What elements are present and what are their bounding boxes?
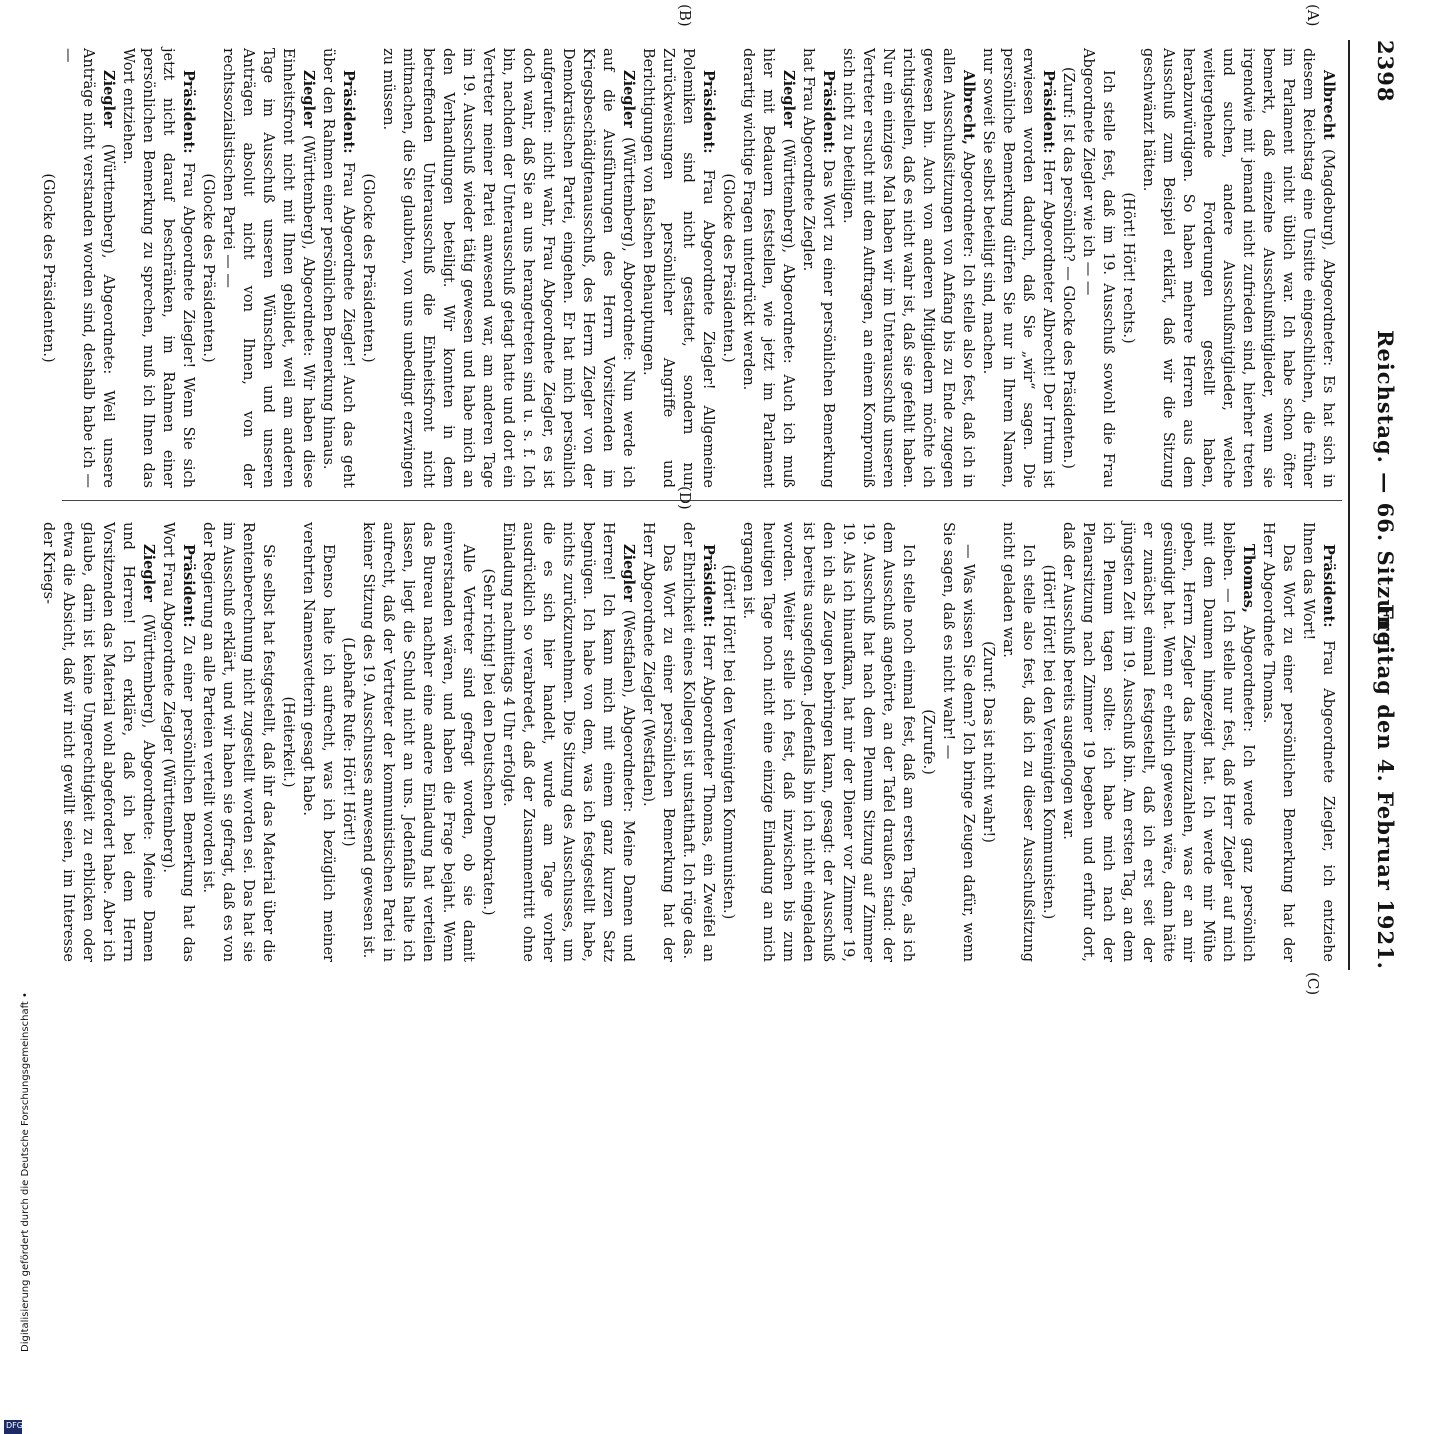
speaker-name: Präsident: — [340, 70, 357, 154]
speech-text: Zu einer persönlichen Bemerkung hat das Wort Frau Abgeordnete Ziegler (Württemberg). — [160, 522, 196, 963]
speech-text: Frau Abgeordnete Ziegler! Auch das geht über den Rahmen einer persönlichen Bemerkung hinaus. — [320, 48, 356, 488]
speech-paragraph — [838, 48, 978, 488]
speaker-name: Ziegler — [100, 70, 117, 128]
speaker-name: Präsident: — [820, 70, 837, 154]
speech-paragraph — [678, 522, 718, 962]
session-date: Freitag den 4. Februar 1921. — [1373, 604, 1398, 970]
speech-paragraph — [798, 48, 838, 488]
interjection: (Heiterkeit.) — [280, 696, 296, 788]
paragraph: Das Wort zu einer persönlichen Bemerkung hat der Herr Abgeordnete Ziegler (Westfalen). — [640, 522, 676, 962]
interjection: (Glocke des Präsidenten.) — [200, 173, 216, 363]
speaker-name: Präsident: — [700, 544, 717, 628]
speech-paragraph — [378, 48, 638, 488]
speaker-name: Ziegler — [620, 544, 637, 602]
speaker-name: Präsident: — [1040, 70, 1057, 154]
speaker-name: Ziegler — [780, 70, 797, 128]
speaker-name: Ziegler — [300, 70, 317, 128]
speech-paragraph — [498, 522, 638, 962]
interjection: (Hört! Hört! bei den Vereinigten Kommunisten.) — [1040, 564, 1056, 920]
paragraph: Sie selbst hat festgestellt, daß ihr das Material über die Rentenberechnung nicht zugestellt worden sei. Das hat sie im Ausschuß erklärt, und wir haben sie gefragt, daß es von der Regierung an alle Parteien verteilt worden ist. — [200, 522, 276, 962]
speech-paragraph — [158, 522, 198, 962]
speech-paragraph — [318, 48, 358, 488]
speech-text: Abgeordneter: Ich stelle also fest, daß ich in allen Ausschußsitzungen von Anfang bis zu Ende zugegen gewesen bin. Auch von anderen Mitgliedern möchte ich richtigstellen, daß es nicht wahr ist, daß sie gefehlt haben. Nur ein einziges Mal haben wir im Unterausschuß unseren Vertreter ersucht mit dem Auftragen, an einem Kompromiß sich nicht zu beteiligen. — [840, 48, 976, 489]
speaker-name: Präsident: — [1320, 544, 1337, 628]
margin-mark-c: (C) — [1304, 972, 1322, 996]
interjection: (Hört! Hört! rechts.) — [1120, 192, 1136, 344]
speech-text: (Württemberg), Abgeordnete: Nun werde ich auf die Ausführungen des Herrn Vorsitzenden im Kriegsbeschädigtenausschuß, des Herrn Ziegler von der Demokratischen Partei, eingehen. Er hat mich persönlich aufgerufen: nicht wahr, Frau Abgeordnete Ziegler, es ist doch wahr, daß Sie an uns herangetreten sind u. s. f. Ich bin, nachdem der Unterausschuß getagt hatte und dort ein Vertreter meiner Partei anwesend war, am anderen Tage im 19. Ausschuß wieder tätig gewesen und habe mich an den Verhandlungen beteiligt. Wir konnten in dem betreffenden Unterausschuß die Einheitsfront nicht mitmachen, die Sie glaubten, von uns unbedingt erzwingen zu müssen. — [380, 48, 636, 488]
speaker-name: Präsident: — [180, 544, 197, 628]
paragraph: Ich stelle also fest, daß ich zu dieser Ausschußsitzung nicht geladen war. — [1000, 522, 1036, 962]
speaker-name: Präsident: — [180, 70, 197, 154]
speech-paragraph — [1138, 48, 1338, 488]
speech-text: Das Wort zu einer persönlichen Bemerkung hat Frau Abgeordnete Ziegler. — [800, 48, 836, 489]
speech-text: (Württemberg), Abgeordnete: Meine Damen und Herren! Ich erkläre, daß ich bei dem Herrn Vorsitzenden das Material wohl abgefordert habe. Aber ich glaube, darin ist keine Ungerechtigkeit zu erblicken oder etwa die Absicht, daß wir nicht gewillt seien, im Interesse der Kriegs- — [40, 522, 156, 962]
speaker-name: Thomas, — [1240, 544, 1257, 613]
paragraph: — Was wissen Sie denn? Ich bringe Zeugen dafür, wenn Sie sagen, daß es nicht wahr! — — [940, 522, 976, 962]
interjection: (Lebhafte Rufe: Hört! Hört!) — [340, 637, 356, 847]
margin-mark-a: (A) — [1304, 4, 1322, 27]
header-rule — [1348, 40, 1350, 970]
paragraph: Ich stelle fest, daß im 19. Ausschuß sowohl die Frau Abgeordnete Ziegler wie ich — — — [1080, 48, 1116, 488]
left-column — [38, 48, 1338, 488]
speaker-name: Ziegler — [620, 70, 637, 128]
speech-text: Herr Abgeordneter Albrecht! Der Irrtum ist erwiesen worden dadurch, daß Sie „wir“ sagen. Die persönliche Bemerkung dürfen Sie nur in Ihrem Namen, nur soweit Sie selbst beteiligt sind, machen. — [980, 48, 1056, 488]
paragraph: Ich stelle noch einmal fest, daß am ersten Tage, als ich dem Ausschuß angehörte, an der Tafel draußen stand: der 19. Ausschuß hat nach dem Plenum Sitzung auf Zimmer 19. Als ich hinaufkam, hat mir der Diener vor Zimmer 19, den ich als Zeugen bebringen kann, gesagt: der Ausschuß ist bereits ausgeflogen. Jedenfalls bin ich nicht eingeladen worden. Weiter stelle ich fest, daß inzwischen bis zum heutigen Tage noch nicht eine einzige Einladung an mich ergangen ist. — [740, 522, 916, 962]
speech-paragraph — [38, 522, 158, 962]
speaker-name: Ziegler — [140, 544, 157, 602]
margin-mark-b: (B) — [676, 4, 694, 27]
speech-paragraph — [638, 48, 718, 488]
paragraph: Das Wort zu einer persönlichen Bemerkung hat der Herr Abgeordnete Thomas. — [1260, 522, 1296, 962]
speaker-name: Albrecht — [1320, 70, 1337, 140]
speaker-name: Präsident: — [700, 70, 717, 154]
speech-text: (Westfalen), Abgeordneter: Meine Damen und Herren! Ich kann mich mit einem ganz kurzen Satz begnügen. Ich habe von dem, was ich festgestellt habe, nichts zurückzunehmen. Die Sitzung des Ausschusses, um die es sich hier handelt, wurde am Tage vorher ausdrücklich so verabredet, daß der Zusammentritt ohne Einladung nachmittags 4 Uhr erfolgte. — [500, 522, 636, 962]
speech-text: Frau Abgeordnete Ziegler! Allgemeine Polemiken sind nicht gestattet, sondern nur Zurückweisungen persönlicher Angriffe und Berichtigungen von falschen Behauptungen. — [640, 48, 716, 488]
interjection: (Sehr richtig! bei den Deutschen Demokraten.) — [480, 568, 496, 916]
speech-text: (Magdeburg), Abgeordneter: Es hat sich in diesem Reichstag eine Unsitte eingeschlichen, die früher im Parlament nicht üblich war. Ich habe schon öfter bemerkt, daß einzelne Ausschußmitglieder, wenn sie irgendwie mit jemand nicht zufrieden sind, hierher treten und suchen, andere Ausschußmitglieder, welche weitergehende Forderungen gestellt haben, herabzuwürdigen. So haben mehrere Herren aus dem Ausschuß zum Beispiel erklärt, daß wir die Sitzung geschwänzt hätten. — [1140, 48, 1336, 489]
speech-paragraph — [118, 48, 198, 488]
column-divider — [62, 500, 1342, 501]
speech-text: (Württemberg), Abgeordnete: Weil unsere Anträge nicht verstanden worden sind, deshalb habe ich — — — [60, 48, 116, 489]
interjection: (Glocke des Präsidenten.) — [360, 173, 376, 363]
paragraph: Alle Vertreter sind gefragt worden, ob sie damit einverstanden wären, und haben die Frage bejaht. Wenn das Bureau nachher eine andere Einladung hat verteilen lassen, liegt die Schuld nicht an uns. Jedenfalls halte ich aufrecht, daß der Vertreter der kommunistischen Partei in keiner Sitzung des 19. Ausschusses anwesend gewesen ist. — [360, 522, 476, 962]
margin-mark-d: (D) — [676, 486, 694, 510]
speech-text: Abgeordneter: Ich werde ganz persönlich bleiben. — Ich stelle nur fest, daß Herr Ziegler auf mich mit dem Daumen hingezeigt hat. Ich werde mir Mühe geben, Herrn Ziegler das heimzuzahlen, was er an mir gesündigt hat. Wenn er ehrlich gewesen wäre, dann hätte er zunächst einmal festgestellt, daß ich erst seit der jüngsten Zeit im 19. Ausschuß bin. Am ersten Tag, an dem ich Plenum tagen sollte: ich habe mich nach der Plenarsitzung nach Zimmer 19 begeben und erfuhr dort, daß der Ausschuß bereits ausgeflogen war. — [1060, 522, 1256, 963]
speech-paragraph — [738, 48, 798, 488]
speech-text: (Württemberg), Abgeordnete: Wir haben diese Einheitsfront nicht mit Ihnen gebildet, weil am anderen Tage im Ausschuß unseren Wünschen und unseren Anträgen absolut nicht von Ihnen, von der rechtssozialistischen Partei — — — [220, 48, 316, 488]
speech-paragraph — [1058, 522, 1258, 962]
speech-text: Frau Abgeordnete Ziegler! Wenn Sie sich jetzt nicht darauf beschränken, im Rahmen einer persönlichen Bemerkung zu sprechen, muß ich Ihnen das Wort entziehen. — [120, 48, 196, 489]
interjection: (Zurufe.) — [920, 709, 936, 775]
right-column — [38, 522, 1338, 962]
interjection: (Zuruf: Ist das persönlich? — Glocke des Präsidenten.) — [1060, 67, 1076, 469]
speech-text: (Württemberg), Abgeordnete: Auch ich muß hier mit Bedauern feststellen, wie jetzt im Parlament derartig wichtige Fragen unterdrückt werden. — [740, 48, 796, 488]
interjection: (Hört! Hört! bei den Vereinigten Kommunisten.) — [720, 564, 736, 920]
speech-paragraph — [218, 48, 318, 488]
paragraph: Ebenso halte ich aufrecht, was ich bezüglich meiner verehrten Namensvetterin gesagt habe. — [300, 522, 336, 962]
running-title: Reichstag. — 66. Sitzung. — [1373, 330, 1398, 656]
interjection: (Zuruf: Das ist nicht wahr!) — [980, 641, 996, 843]
speech-text: Herr Abgeordneter Thomas, ein Zweifel an der Ehrlichkeit eines Kollegen ist unstatthaft. Ich rüge das. — [680, 522, 716, 962]
speech-paragraph — [58, 48, 118, 488]
page-number: 2398 — [1373, 40, 1398, 103]
interjection: (Glocke des Präsidenten.) — [720, 173, 736, 363]
page-header — [1358, 40, 1398, 970]
speech-paragraph — [1298, 522, 1338, 962]
speaker-name: Albrecht, — [960, 70, 977, 145]
speech-paragraph — [978, 48, 1058, 488]
speech-text: Frau Abgeordnete Ziegler, ich entziehe Ihnen das Wort! — [1300, 522, 1336, 962]
interjection: (Glocke des Präsidenten.) — [40, 173, 56, 363]
dfg-logo: DFG — [4, 1420, 22, 1434]
digitization-credit: Digitalisierung gefördert durch die Deutsche Forschungsgemeinschaft • — [20, 992, 31, 1352]
